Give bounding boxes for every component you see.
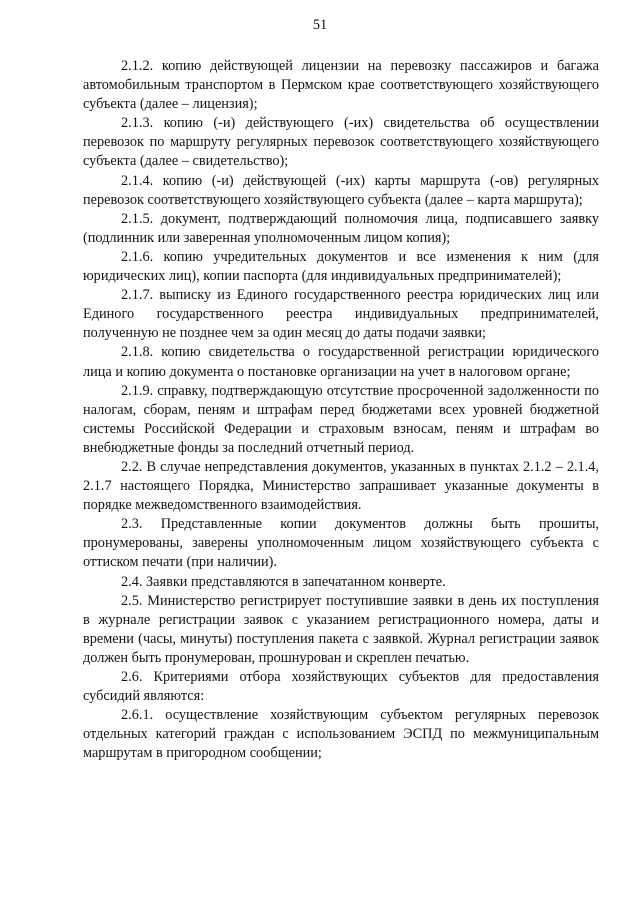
page-number: 51: [312, 17, 328, 33]
paragraph-2-1-4: 2.1.4. копию (-и) действующей (-их) карты маршрута (-ов) регулярных перевозок соответствующего хозяйствующего субъекта (далее – карта маршрута);: [83, 172, 599, 208]
paragraph-2-3: 2.3. Представленные копии документов должны быть прошиты, пронумерованы, заверены уполномоченным лицом хозяйствующего субъекта с оттиском печати (при наличии).: [83, 516, 599, 571]
paragraph-2-1-9: 2.1.9. справку, подтверждающую отсутствие просроченной задолженности по налогам, сборам, пеням и штрафам перед бюджетами всех уровней бюджетной системы Российской Федерации и страховым взносам, пеням и штрафам во внебюджетные фонды за последний отчетный период.: [83, 382, 599, 456]
paragraph-2-5: 2.5. Министерство регистрирует поступившие заявки в день их поступления в журнале регистрации заявок с указанием регистрационного номера, даты и времени (часы, минуты) поступления пакета с заявкой. Журнал регистрации заявок должен быть пронумерован, прошнурован и скреплен печатью.: [83, 592, 599, 666]
paragraph-2-1-3: 2.1.3. копию (-и) действующего (-их) свидетельства об осуществлении перевозок по маршруту регулярных перевозок соответствующего хозяйствующего субъекта (далее – свидетельство);: [83, 115, 599, 170]
paragraph-2-1-6: 2.1.6. копию учредительных документов и все изменения к ним (для юридических лиц), копии паспорта (для индивидуальных предпринимателей);: [83, 248, 599, 285]
paragraph-2-6: 2.6. Критериями отбора хозяйствующих субъектов для предоставления субсидий являются:: [83, 669, 599, 705]
paragraph-2-1-8: 2.1.8. копию свидетельства о государственной регистрации юридического лица и копию документа о постановке организации на учет в налоговом органе;: [83, 344, 599, 380]
paragraph-2-1-7: 2.1.7. выписку из Единого государственного реестра юридических лиц или Единого государственного реестра индивидуальных предпринимателей, полученную не позднее чем за один месяц до даты подачи заявки;: [83, 287, 599, 342]
paragraph-2-6-1: 2.6.1. осуществление хозяйствующим субъектом регулярных перевозок отдельных категорий граждан с использованием ЭСПД по межмуниципальным маршрутам в пригородном сообщении;: [83, 707, 599, 762]
paragraph-2-1-5: 2.1.5. документ, подтверждающий полномочия лица, подписавшего заявку (подлинник или заверенная уполномоченным лицом копия);: [83, 210, 599, 246]
paragraph-2-2: 2.2. В случае непредставления документов, указанных в пунктах 2.1.2 – 2.1.4, 2.1.7 настоящего Порядка, Министерство запрашивает указанные документы в порядке межведомственного взаимодействия.: [83, 458, 599, 514]
document-body: [83, 57, 599, 763]
paragraph-2-1-2: 2.1.2. копию действующей лицензии на перевозку пассажиров и багажа автомобильным транспортом в Пермском крае соответствующего хозяйствующего субъекта (далее – лицензия);: [83, 58, 599, 113]
paragraph-2-4: 2.4. Заявки представляются в запечатанном конверте.: [121, 573, 446, 590]
